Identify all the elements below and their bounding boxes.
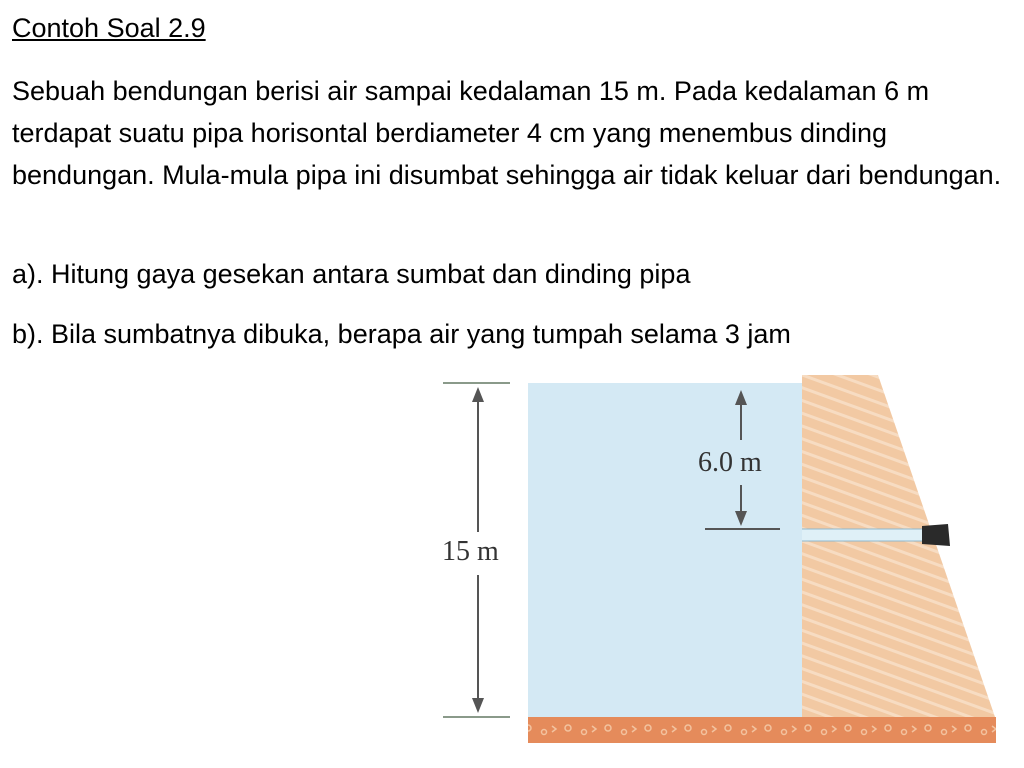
- heading: Contoh Soal 2.9: [12, 13, 206, 43]
- water-body: [528, 383, 802, 717]
- depth-15m-label: 15 m: [442, 536, 499, 567]
- ground: [528, 717, 996, 743]
- question-a: a). Hitung gaya gesekan antara sumbat dan dinding pipa: [12, 259, 691, 289]
- pipe: [802, 529, 922, 541]
- plug: [922, 524, 950, 546]
- dam-wall: [802, 375, 995, 717]
- problem-text: Sebuah bendungan berisi air sampai kedalaman 15 m. Pada kedalaman 6 m terdapat suatu pipa horisontal berdiameter 4 cm yang menembus dinding bendungan. Mula-mula pipa ini disumbat sehingga air tidak keluar dari bendungan.: [12, 76, 1002, 190]
- question-b: b). Bila sumbatnya dibuka, berapa air yang tumpah selama 3 jam: [12, 319, 791, 349]
- depth-6m-label: 6.0 m: [698, 447, 762, 478]
